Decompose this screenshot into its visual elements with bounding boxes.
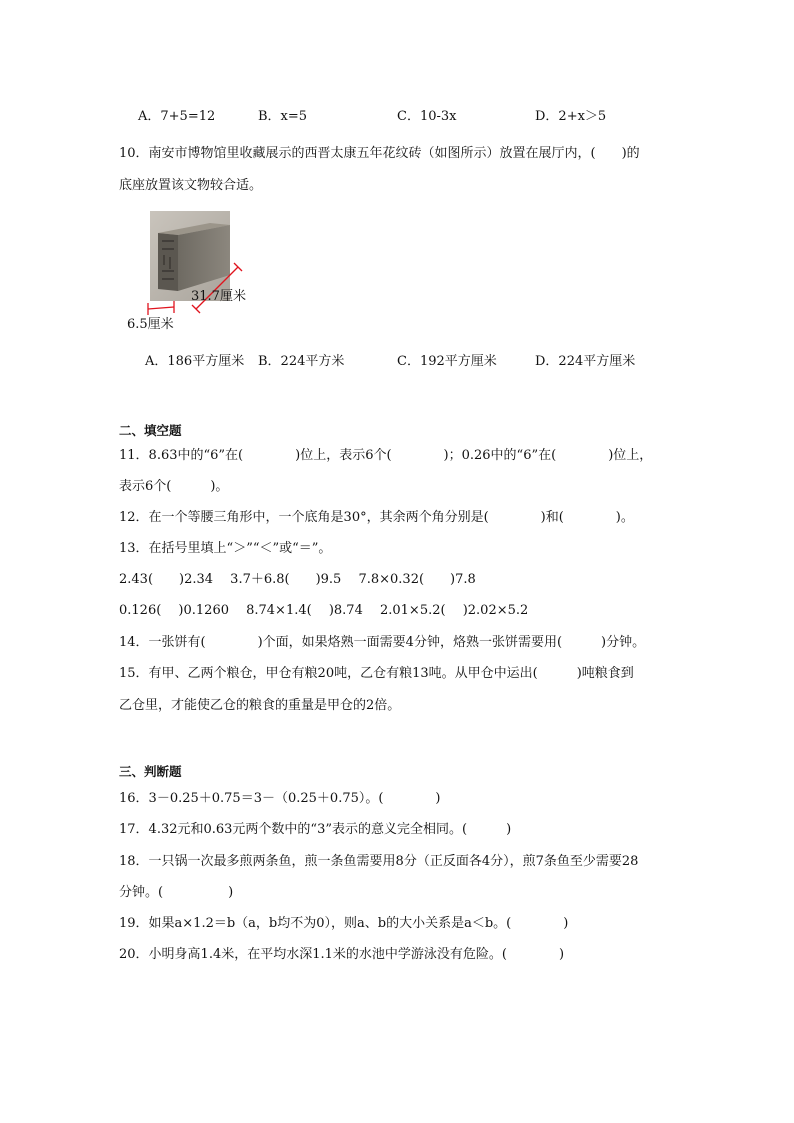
q13-line: 13．在括号里填上“＞”“＜”或“＝”。	[119, 541, 332, 556]
q9-option-a: A．7+5=12	[138, 109, 216, 124]
q9-option-d: D．2+x＞5	[535, 109, 607, 124]
q9-option-c: C．10-3x	[397, 109, 457, 124]
q11-line1: 11．8.63中的“6”在( )位上，表示6个( )；0.26中的“6”在( )位上，	[119, 448, 653, 463]
q11-line2: 表示6个( )。	[119, 479, 229, 494]
q19-line: 19．如果a×1.2＝b（a，b均不为0），则a、b的大小关系是a＜b。( )	[119, 916, 569, 931]
q12-line: 12．在一个等腰三角形中，一个底角是30°，其余两个角分别是( )和( )。	[119, 510, 634, 525]
q15-line1: 15．有甲、乙两个粮仓，甲仓有粮20吨，乙仓有粮13吨。从甲仓中运出( )吨粮食到	[119, 666, 634, 681]
brick-length-label: 31.7厘米	[191, 289, 246, 304]
q9-option-b: B．x=5	[258, 109, 308, 124]
q17-line: 17．4.32元和0.63元两个数中的“3”表示的意义完全相同。( )	[119, 822, 512, 837]
q10-option-a: A．186平方厘米	[145, 354, 245, 369]
section-fill-in-title: 二、填空题	[119, 423, 182, 438]
q10-option-b: B．224平方米	[258, 354, 345, 369]
q13-row2: 0.126( )0.1260 8.74×1.4( )8.74 2.01×5.2( )2.02×5.2	[119, 603, 529, 618]
q20-line: 20．小明身高1.4米，在平均水深1.1米的水池中学游泳没有危险。( )	[119, 947, 565, 962]
q18-line1: 18．一只锅一次最多煎两条鱼，煎一条鱼需要用8分（正反面各4分），煎7条鱼至少需要28	[119, 854, 639, 869]
q18-line2: 分钟。( )	[119, 885, 234, 900]
q15-line2: 乙仓里，才能使乙仓的粮食的重量是甲仓的2倍。	[119, 698, 401, 713]
section-judgement-title: 三、判断题	[119, 764, 182, 779]
brick-width-label: 6.5厘米	[127, 317, 174, 332]
q13-row1: 2.43( )2.34 3.7＋6.8( )9.5 7.8×0.32( )7.8	[119, 572, 476, 587]
q10-text-line1: 10．南安市博物馆里收藏展示的西晋太康五年花纹砖（如图所示）放置在展厅内，( )的	[119, 146, 640, 161]
q16-line: 16．3－0.25＋0.75＝3－（0.25＋0.75）。( )	[119, 791, 441, 806]
q14-line: 14．一张饼有( )个面，如果烙熟一面需要4分钟，烙熟一张饼需要用( )分钟。	[119, 635, 646, 650]
q10-text-line2: 底座放置该文物较合适。	[119, 178, 263, 193]
q10-option-d: D．224平方厘米	[535, 354, 636, 369]
q10-option-c: C．192平方厘米	[397, 354, 497, 369]
brick-figure	[118, 205, 308, 335]
